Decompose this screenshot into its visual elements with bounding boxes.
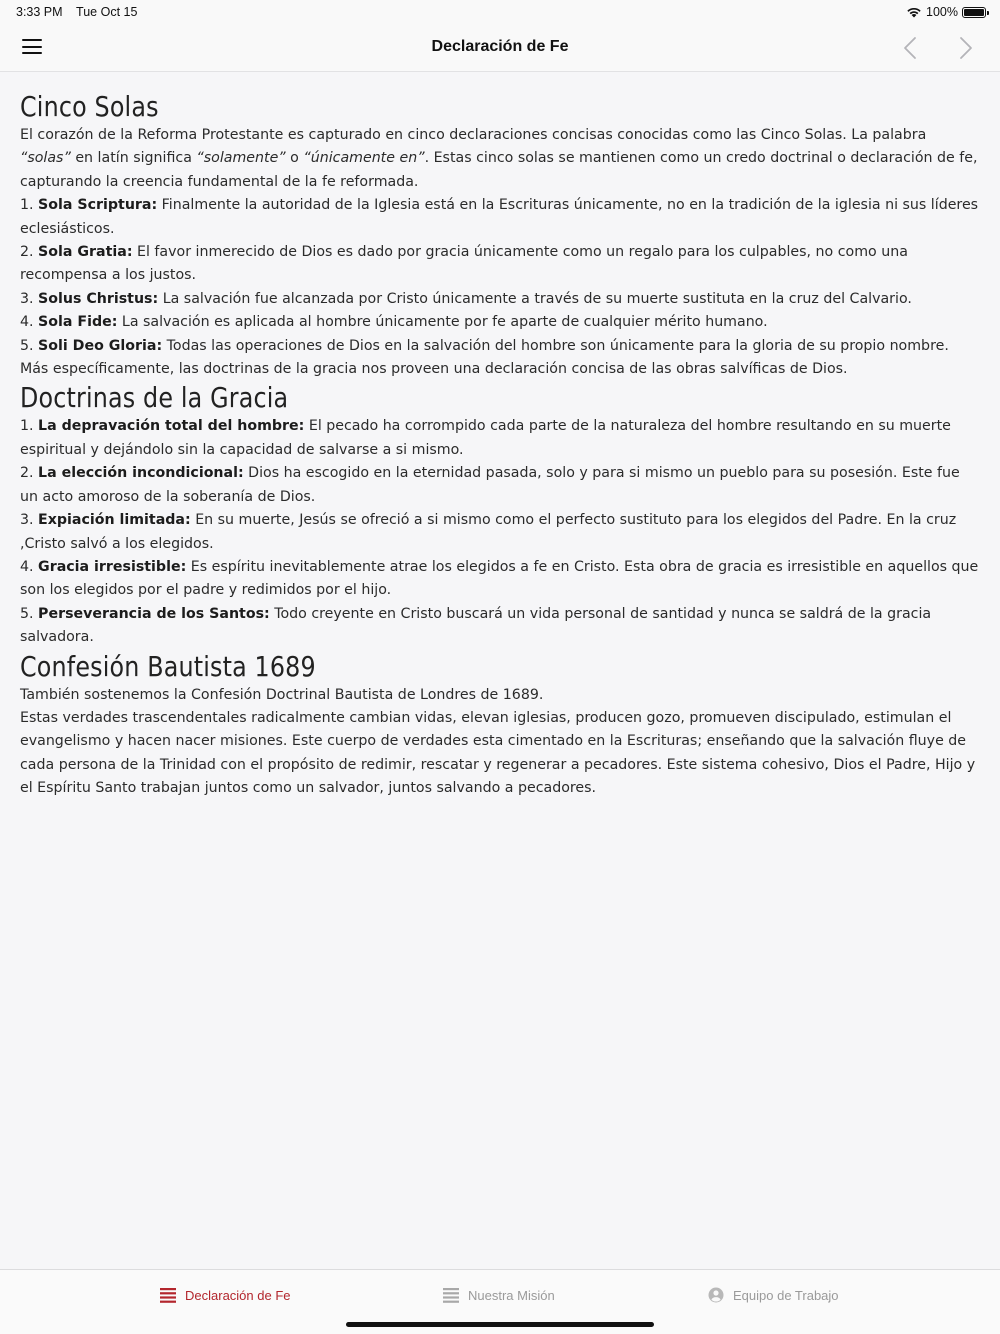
item-term: Sola Fide: <box>38 314 118 331</box>
item-text: Todo creyente en Cristo buscará un vida personal de santidad y nunca se saldrá de la gracia salvadora. <box>20 605 932 646</box>
tab-label: Declaración de Fe <box>185 1287 291 1303</box>
tab-equipo-de-trabajo[interactable] <box>708 1287 839 1303</box>
solas-intro-em2: “solamente” <box>196 150 286 167</box>
list-item <box>20 311 980 334</box>
solas-intro-em3: “únicamente en” <box>303 150 425 167</box>
tab-nuestra-mision[interactable] <box>443 1287 555 1303</box>
tab-bar <box>0 1269 1000 1334</box>
status-time: 3:33 PM <box>16 5 63 19</box>
item-number: 2. <box>20 244 39 261</box>
solas-intro-1: El corazón de la Reforma Protestante es capturado en cinco declaraciones concisas conocidas como las Cinco Solas. La palabra <box>20 127 927 143</box>
tab-label: Nuestra Misión <box>468 1287 555 1303</box>
section-title-cinco-solas: Cinco Solas <box>20 90 159 123</box>
solas-intro-4: . Estas cinco solas se mantienen como un credo doctrinal o declaración de fe, capturando la creencia fundamental de la fe reformada. <box>20 150 978 190</box>
list-item <box>20 556 980 603</box>
item-text: El favor inmerecido de Dios es dado por gracia únicamente como un regalo para los culpables, no como una recompensa a los justos. <box>20 244 908 284</box>
item-term: La depravación total del hombre: <box>38 418 305 435</box>
item-term: Gracia irresistible: <box>38 558 187 575</box>
content-area[interactable] <box>0 72 1000 1269</box>
home-indicator[interactable] <box>346 1322 654 1327</box>
item-term: Sola Scriptura: <box>38 197 158 214</box>
list-item <box>20 335 980 358</box>
tab-declaracion-de-fe[interactable] <box>160 1287 291 1303</box>
tab-label: Equipo de Trabajo <box>733 1287 839 1303</box>
item-term: Expiación limitada: <box>38 512 191 529</box>
item-text: La salvación fue alcanzada por Cristo únicamente a través de su muerte sustituta en la cruz del Calvario. <box>158 290 912 307</box>
section-title-doctrinas: Doctrinas de la Gracia <box>20 381 289 415</box>
solas-closing: Más específicamente, las doctrinas de la gracia nos proveen una declaración concisa de las obras salvíficas de Dios. <box>20 361 848 378</box>
list-icon <box>160 1287 176 1303</box>
confesion-paragraph-2: Estas verdades trascendentales radicalmente cambian vidas, elevan iglesias, producen gozo, promueven discipulado, estimulan el evangelismo y hacen nacer misiones. Este cuerpo de verdades esta cimentado en la Escrituras; enseñando que la salvación fluye de cada persona de la Trinidad con el propósito de redimir, rescatar y regenerar a pecadores. Este sistema cohesivo, Dios el Padre, Hijo y el Espíritu Santo trabajan juntos como un salvador, juntos salvando a pecadores. <box>20 709 976 797</box>
item-number: 3. <box>20 290 39 307</box>
item-text: Dios ha escogido en la eternidad pasada, solo y para si mismo un pueblo para su posesión. Este fue un acto amoroso de la soberanía de Dios. <box>20 465 960 505</box>
item-number: 5. <box>20 605 39 622</box>
chevron-right-icon[interactable] <box>954 36 978 60</box>
wifi-icon <box>906 6 922 18</box>
solas-intro-em1: “solas” <box>20 150 71 167</box>
solas-intro-3: o <box>285 150 304 167</box>
list-item <box>20 509 980 556</box>
item-term: Perseverancia de los Santos: <box>38 605 270 622</box>
solas-intro-2: en latín significa <box>70 150 197 167</box>
status-right <box>906 5 986 19</box>
item-number: 1. <box>20 418 39 435</box>
item-term: Soli Deo Gloria: <box>38 337 163 354</box>
list-item <box>20 288 980 311</box>
status-date: Tue Oct 15 <box>76 5 138 19</box>
navigation-bar <box>0 24 1000 72</box>
list-item <box>20 462 980 509</box>
item-number: 5. <box>20 337 39 354</box>
item-text: La salvación es aplicada al hombre únicamente por fe aparte de cualquier mérito humano. <box>117 314 768 331</box>
person-icon <box>708 1287 724 1303</box>
battery-icon <box>962 7 986 18</box>
solas-intro <box>20 124 980 194</box>
confesion-paragraph-1: También sostenemos la Confesión Doctrinal Bautista de Londres de 1689. <box>20 686 544 703</box>
item-number: 1. <box>20 197 39 214</box>
list-icon <box>443 1287 459 1303</box>
chevron-left-icon[interactable] <box>898 36 922 60</box>
item-text: Finalmente la autoridad de la Iglesia está en la Escrituras únicamente, no en la tradición de la iglesia ni sus líderes eclesiásticos. <box>20 197 979 237</box>
list-item <box>20 194 980 241</box>
item-term: La elección incondicional: <box>38 465 244 482</box>
item-text: El pecado ha corrompido cada parte de la naturaleza del hombre resultando en su muerte espiritual y dejándolo sin la capacidad de salvarse a si mismo. <box>20 418 951 458</box>
item-text: Es espíritu inevitablemente atrae los elegidos a fe en Cristo. Esta obra de gracia es irresistible en aquellos que son los elegidos por el padre y redimidos por el hijo. <box>20 558 979 599</box>
item-term: Solus Christus: <box>38 290 159 307</box>
list-item <box>20 603 980 650</box>
item-number: 2. <box>20 465 39 482</box>
page-title: Declaración de Fe <box>431 38 569 55</box>
item-text: En su muerte, Jesús se ofreció a si mismo como el perfecto sustituto para los elegidos del Padre. En la cruz ,Cristo salvó a los elegidos. <box>20 512 957 552</box>
item-number: 3. <box>20 512 39 529</box>
section-title-confesion: Confesión Bautista 1689 <box>20 649 316 683</box>
item-term: Sola Gratia: <box>38 244 133 261</box>
item-number: 4. <box>20 558 39 575</box>
battery-percent: 100% <box>926 5 958 19</box>
item-text: Todas las operaciones de Dios en la salvación del hombre son únicamente para la gloria de su propio nombre. <box>162 337 949 354</box>
item-number: 4. <box>20 314 39 331</box>
status-left <box>16 5 137 19</box>
status-bar <box>0 0 1000 24</box>
list-item <box>20 415 980 462</box>
list-item <box>20 241 980 288</box>
